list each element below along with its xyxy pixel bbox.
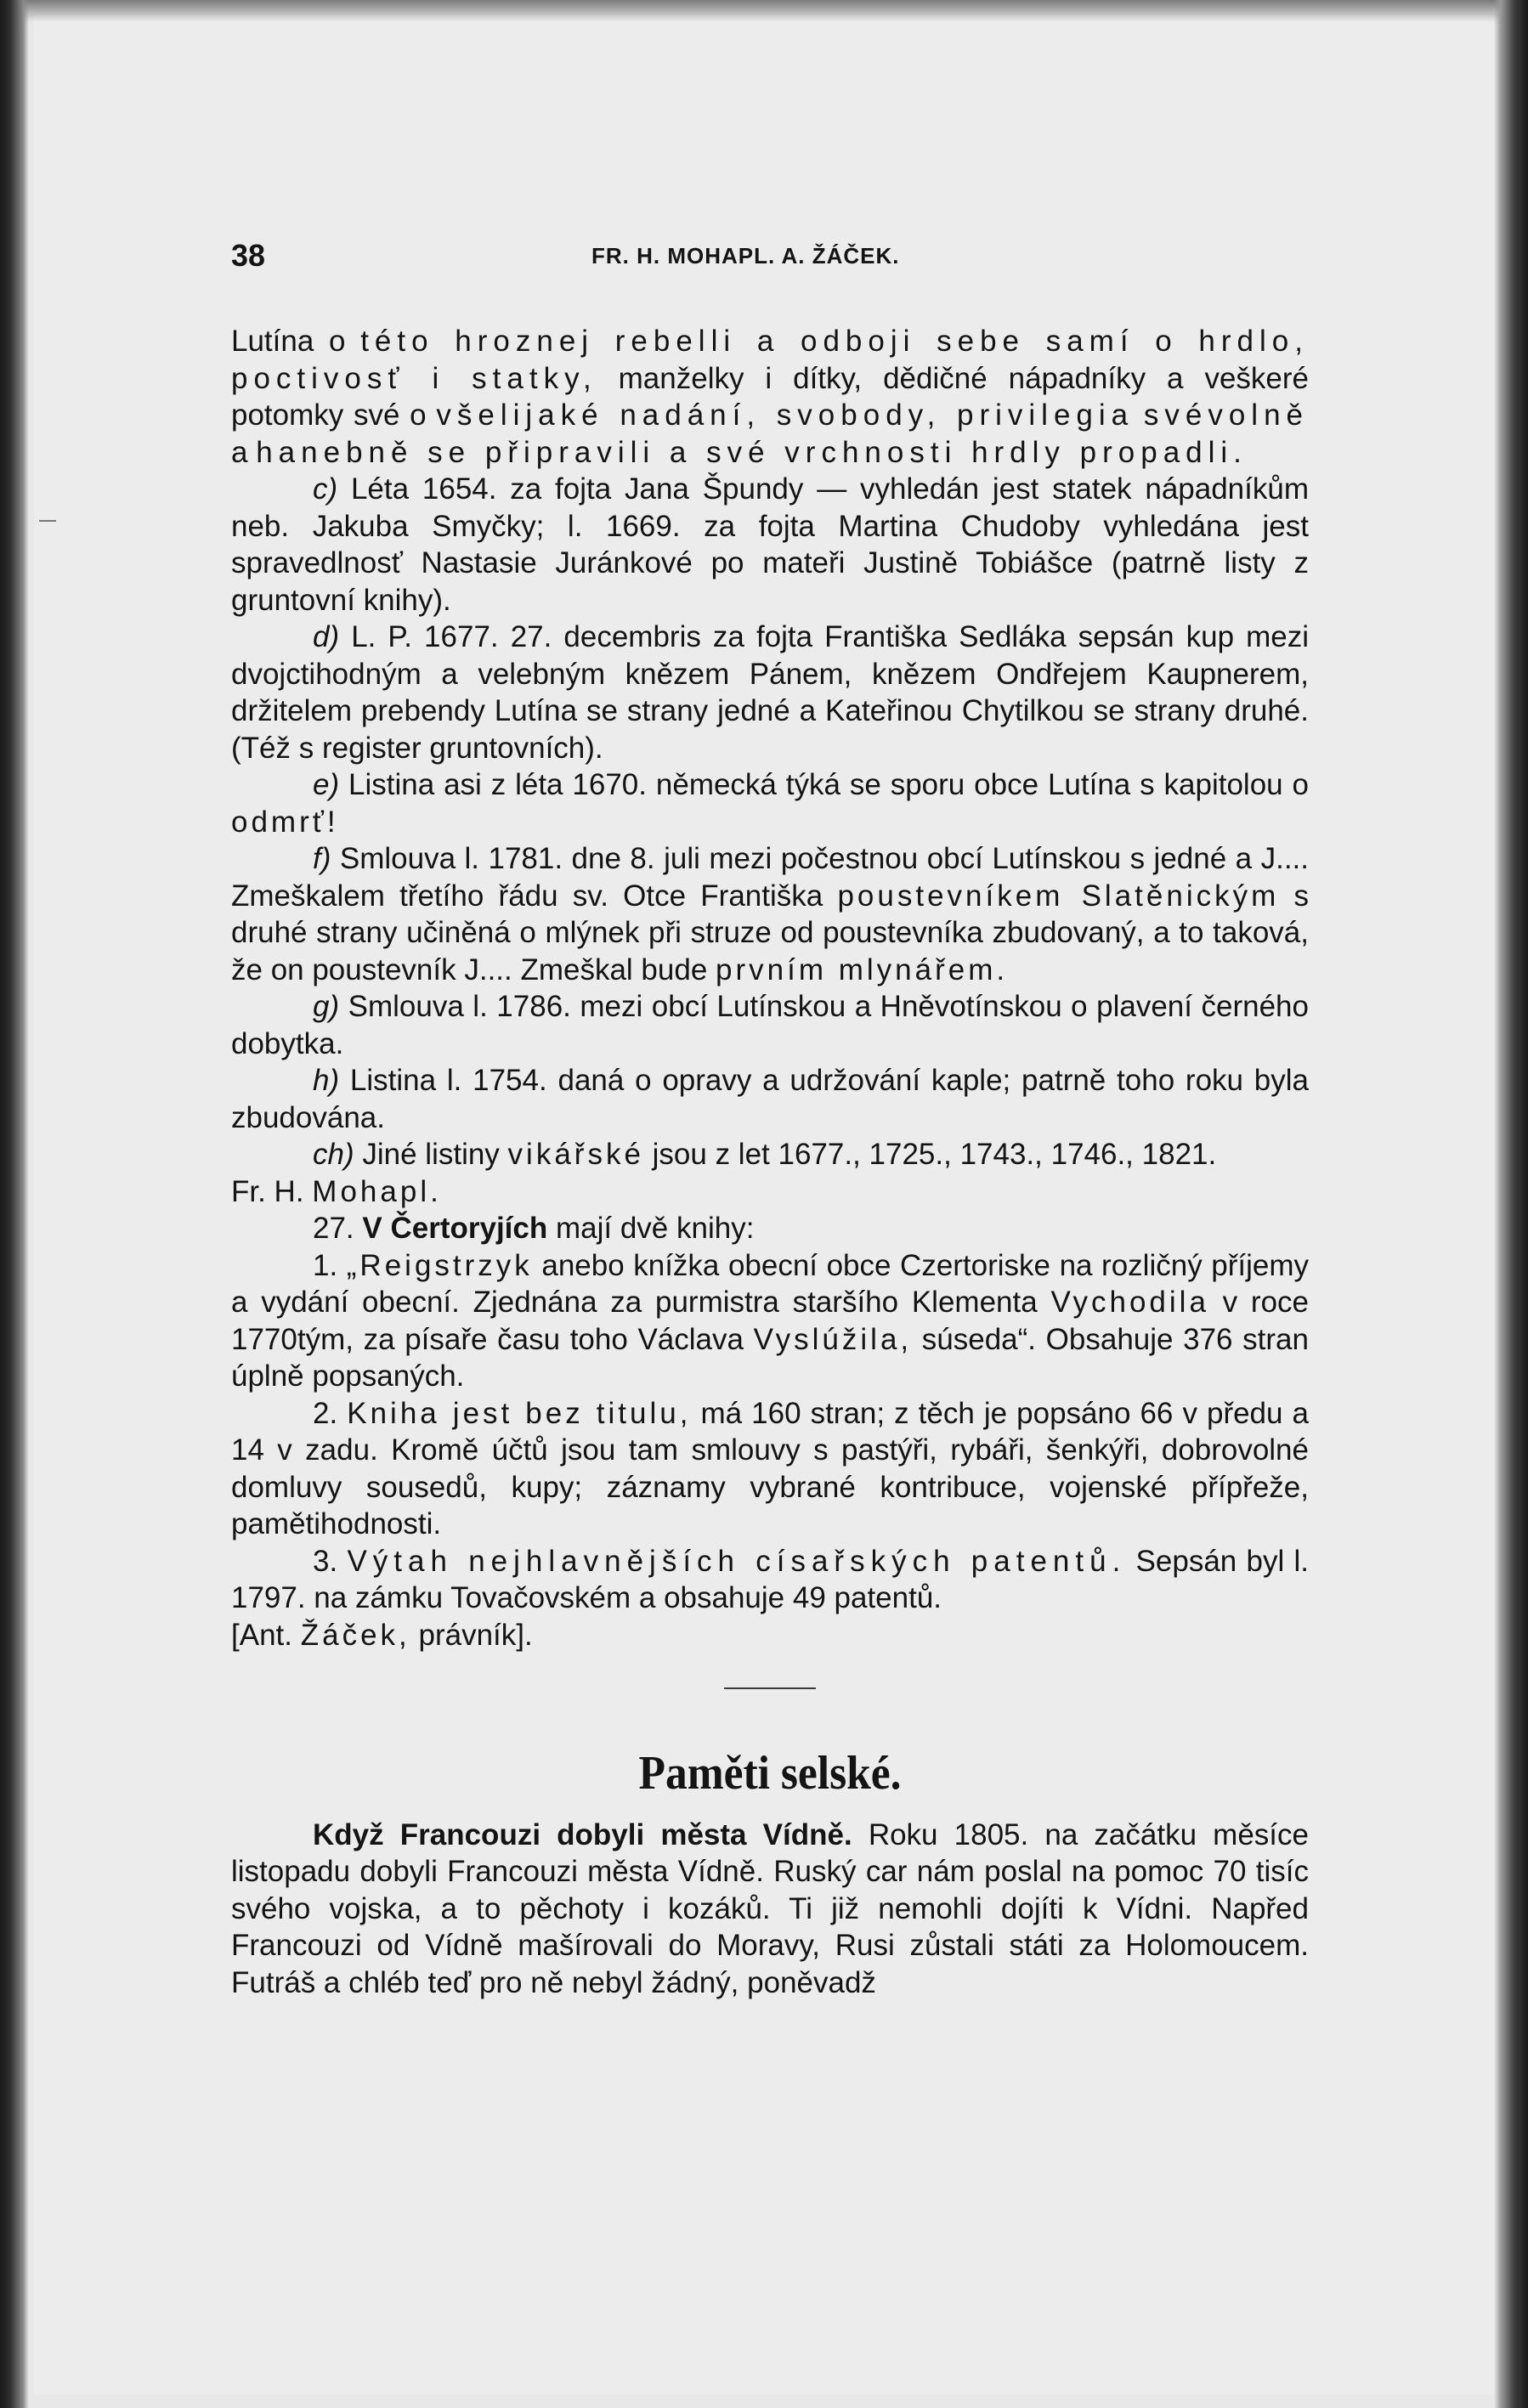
item-text: Listina asi z léta 1670. německá týká se sporu obce Lutína s kapitolou o xyxy=(348,768,1309,801)
spaced-text: vikářské xyxy=(507,1138,644,1171)
book-number: 1. xyxy=(313,1248,338,1282)
section-text: mají dvě knihy: xyxy=(555,1212,755,1245)
running-title: FR. H. MOHAPL. A. ŽÁČEK. xyxy=(591,243,900,268)
item-label: c) xyxy=(313,472,338,506)
item-ch xyxy=(231,1136,1309,1173)
spaced-text: svévolně xyxy=(1143,399,1309,432)
signature-prefix: Fr. H. xyxy=(231,1174,304,1208)
spaced-text: Výtah nejhlavnějších císařských patentů. xyxy=(347,1544,1127,1578)
text-run: Lutína xyxy=(231,325,314,358)
signature-suffix: právník]. xyxy=(418,1618,533,1652)
text-run: o xyxy=(329,325,346,358)
section-title-inline: V Čertoryjích xyxy=(362,1212,548,1245)
book-text: v roce 1770tým, za písaře času toho Václava xyxy=(231,1286,1309,1356)
book-number: 3. xyxy=(313,1544,338,1578)
text-run: a xyxy=(231,435,248,469)
item-label: ch) xyxy=(313,1138,354,1171)
book-text: súseda“. Obsahuje 376 stran úplně popsaných. xyxy=(231,1322,1309,1393)
signature-prefix: [Ant. xyxy=(231,1618,292,1652)
item-label: g) xyxy=(313,990,340,1023)
section-27-heading xyxy=(231,1210,1309,1247)
spaced-text: „Reigstrzyk xyxy=(346,1248,533,1282)
spaced-text: všelijaké nadání, svobody, privilegia xyxy=(436,399,1135,432)
memoir-paragraph xyxy=(231,1817,1309,2002)
scan-shadow-right xyxy=(1494,0,1528,2408)
item-g xyxy=(231,988,1309,1062)
item-text: Léta 1654. za fojta Jana Špundy — vyhledán jest statek nápadníkům neb. Jakuba Smyčky; l. 1669. za fojta Martina Chudoby vyhledána jest spravedlnosť Nastasie Juránkové po mateři Justině Tobiášce (patrně listy z gruntovní knihy). xyxy=(231,472,1309,617)
item-text: Smlouva l. 1786. mezi obcí Lutínskou a Hněvotínskou o plavení černého dobytka. xyxy=(231,990,1309,1060)
spaced-text: Kniha jest bez titulu, xyxy=(347,1396,692,1430)
text-run: manželky i dítky, dědičné nápadníky a veškeré potomky své o xyxy=(231,361,1309,432)
item-d xyxy=(231,619,1309,766)
signature-zacek xyxy=(231,1617,1309,1654)
book-text: Sepsán byl l. 1797. na zámku Tovačovském a obsahuje 49 patentů. xyxy=(231,1544,1309,1614)
section-title: Paměti selské. xyxy=(638,1747,902,1800)
scan-shadow-top xyxy=(0,0,1528,22)
spaced-text: hanebně se připravili a své vrchnosti hrdly propadli. xyxy=(256,435,1248,469)
signature-name: Mohapl. xyxy=(312,1174,442,1208)
spaced-text: prvním mlynářem. xyxy=(716,952,1009,986)
spaced-text: Vychodila xyxy=(1050,1286,1209,1319)
margin-mark xyxy=(39,520,56,522)
memoir-lead: Když Francouzi dobyli města Vídně. xyxy=(313,1817,852,1851)
page-header xyxy=(231,238,1310,280)
signature-mohapl xyxy=(231,1173,1309,1211)
item-e xyxy=(231,766,1309,840)
book-text: má 160 stran; z těch je popsáno 66 v předu a 14 v zadu. Kromě účtů jsou tam smlouvy s pastýři, rybáři, šenkýři, dobrovolné domluvy sousedů, kupy; záznamy vybrané kontribuce, vojenské přípřeže, pamětihodnosti. xyxy=(231,1396,1309,1540)
item-text: jsou z let 1677., 1725., 1743., 1746., 1821. xyxy=(652,1138,1217,1171)
book-text: anebo knížka obecní obce Czertoriske na rozličný příjemy a vydání obecní. Zjednána za purmistra staršího Klementa xyxy=(231,1248,1309,1319)
item-h xyxy=(231,1062,1309,1136)
signature-name: Žáček, xyxy=(300,1618,410,1652)
page-number: 38 xyxy=(231,238,266,273)
item-label: h) xyxy=(313,1064,340,1097)
item-text: Jiné listiny xyxy=(362,1138,500,1171)
item-label: f) xyxy=(313,842,331,875)
book-2 xyxy=(231,1395,1309,1543)
item-f xyxy=(231,840,1309,988)
book-1 xyxy=(231,1247,1309,1395)
item-c xyxy=(231,471,1309,619)
section-number: 27. xyxy=(313,1212,354,1245)
book-number: 2. xyxy=(313,1396,338,1430)
spaced-text: této hroznej rebelli a odboji sebe samí o hrdlo, poctivosť i statky, xyxy=(231,325,1309,395)
section-divider xyxy=(724,1687,816,1689)
item-text: L. P. 1677. 27. decembris za fojta Františka Sedláka sepsán kup mezi dvojctihodným a velebným knězem Pánem, knězem Ondřejem Kaupnerem, držitelem prebendy Lutína se strany jedné a Kateřinou Chytilkou se strany druhé. (Též s register gruntovních). xyxy=(231,620,1309,765)
item-text: Listina l. 1754. daná o opravy a udržování kaple; patrně toho roku byla zbudována. xyxy=(231,1064,1309,1134)
spaced-text: Vyslúžila, xyxy=(753,1322,913,1356)
item-text: Smlouva l. 1781. dne 8. juli mezi počestnou obcí Lutínskou s jedné a J.... Zmeškalem třetího řádu sv. Otce Františka xyxy=(231,842,1310,913)
spaced-text: odmrť! xyxy=(231,805,339,839)
item-label: d) xyxy=(313,620,340,653)
page-body xyxy=(231,323,1309,2001)
spaced-text: poustevníkem Slatěnickým xyxy=(837,879,1280,913)
paragraph-lutina xyxy=(231,323,1309,471)
item-label: e) xyxy=(313,768,340,801)
scan-shadow-left xyxy=(0,0,29,2408)
memoir-text: Roku 1805. na začátku měsíce listopadu dobyli Francouzi města Vídně. Ruský car nám poslal na pomoc 70 tisíc svého vojska, a to pěchoty i kozáků. Ti již nemohli dojíti k Vídni. Napřed Francouzi od Vídně mašírovali do Moravy, Rusi zůstali státi za Holomoucem. Futráš a chléb teď pro ně nebyl žádný, poněvadž xyxy=(231,1817,1309,1999)
book-3 xyxy=(231,1543,1309,1617)
item-text: s druhé strany učiněná o mlýnek při struze od poustevníka zbudovaný, a to taková, že on poustevník J.... Zmeškal bude xyxy=(231,879,1309,986)
